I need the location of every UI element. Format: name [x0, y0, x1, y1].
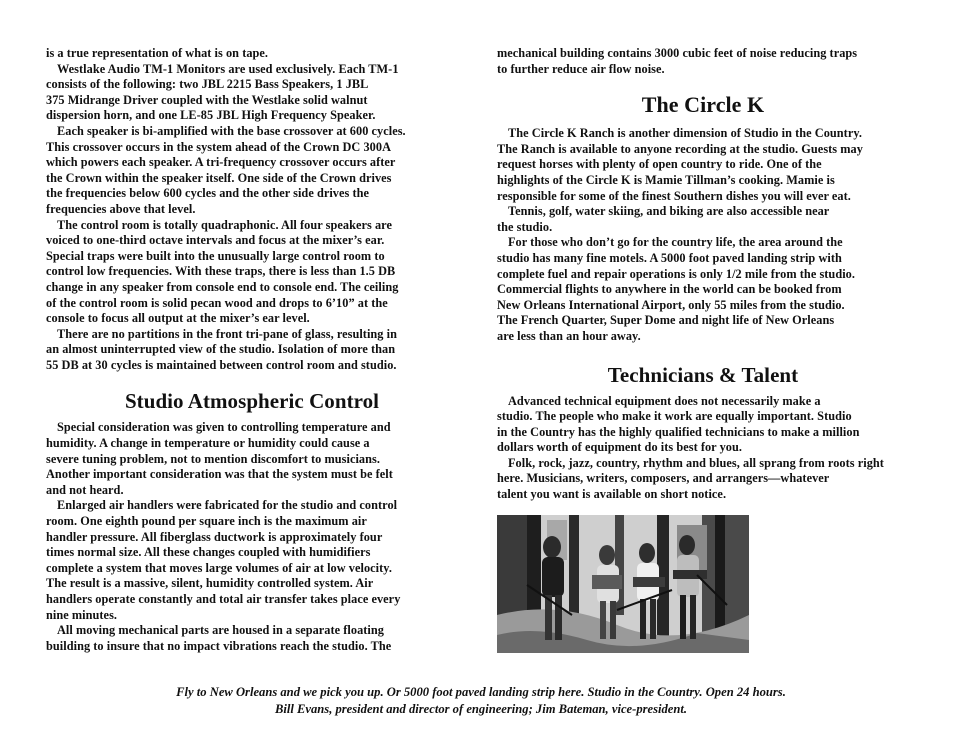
musicians-photo-illustration: [497, 515, 749, 653]
text-line: console to focus all output at the mixer’s ear level.: [46, 311, 310, 326]
text-line: times normal size. All these changes coupled with humidifiers: [46, 545, 371, 560]
footer-line-1: Fly to New Orleans and we pick you up. Or 5000 foot paved landing strip here. Studio in the Country. Open 24 hours.: [176, 685, 786, 699]
left-column: [46, 46, 458, 654]
text-line: control low frequencies. With these traps, there is less than 1.5 DB: [46, 264, 396, 279]
text-line: dispersion horn, and one LE-85 JBL High Frequency Speaker.: [46, 108, 376, 123]
text-line: For those who don’t go for the country life, the area around the: [508, 235, 843, 250]
text-line: handler pressure. All fiberglass ductwork is approximately four: [46, 529, 383, 544]
text-line: Folk, rock, jazz, country, rhythm and blues, all sprang from roots right: [508, 455, 884, 470]
text-line: complete a system that moves large volumes of air at low velocity.: [46, 560, 392, 575]
text-line: room. One eighth pound per square inch is the maximum air: [46, 514, 367, 529]
text-line: Advanced technical equipment does not necessarily make a: [508, 393, 821, 408]
text-line: request horses with plenty of open country to ride. One of the: [497, 157, 822, 172]
text-line: The French Quarter, Super Dome and night life of New Orleans: [497, 313, 835, 328]
text-line: severe tuning problem, not to mention discomfort to musicians.: [46, 451, 380, 466]
text-line: the frequencies below 600 cycles and the other side drives the: [46, 186, 370, 201]
text-line: studio. The people who make it work are equally important. Studio: [497, 409, 852, 424]
text-line: mechanical building contains 3000 cubic feet of noise reducing traps: [497, 46, 858, 60]
right-column: [497, 46, 937, 653]
text-line: in the Country has the highly qualified technicians to make a million: [497, 424, 860, 439]
text-line: Special consideration was given to controlling temperature and: [57, 420, 391, 435]
text-line: nine minutes.: [46, 607, 118, 622]
text-line: New Orleans International Airport, only 55 miles from the studio.: [497, 297, 845, 312]
text-line: the studio.: [497, 219, 553, 234]
text-line: dollars worth of equipment do its best for you.: [497, 440, 742, 455]
footer-line-2: Bill Evans, president and director of engineering; Jim Bateman, vice-president.: [274, 702, 688, 716]
text-line: and not heard.: [46, 482, 124, 497]
text-line: Special traps were built into the unusually large control room to: [46, 248, 385, 263]
text-line: here. Musicians, writers, composers, and arrangers—whatever: [497, 471, 830, 486]
text-line: studio has many fine motels. A 5000 foot paved landing strip with: [497, 250, 842, 265]
text-line: Each speaker is bi-amplified with the base crossover at 600 cycles.: [57, 123, 406, 138]
text-line: are less than an hour away.: [497, 328, 641, 343]
text-line: the Crown within the speaker itself. One side of the Crown drives: [46, 170, 392, 185]
text-line: an almost uninterrupted view of the studio. Isolation of more than: [46, 342, 396, 357]
text-line: All moving mechanical parts are housed in a separate floating: [57, 623, 384, 638]
text-line: The Circle K Ranch is another dimension of Studio in the Country.: [508, 126, 862, 141]
text-line: humidity. A change in temperature or humidity could cause a: [46, 436, 370, 451]
section-heading-studio-atmospheric-control: Studio Atmospheric Control: [124, 389, 380, 414]
text-line: Another important consideration was that the system must be felt: [46, 467, 393, 482]
section-heading-technicians-talent: Technicians & Talent: [607, 362, 799, 387]
text-line: frequencies above that level.: [46, 201, 196, 216]
text-line: Enlarged air handlers were fabricated for the studio and control: [57, 498, 398, 513]
text-line: is a true representation of what is on tape.: [46, 46, 269, 60]
text-line: Tennis, golf, water skiing, and biking are also accessible near: [508, 204, 830, 219]
text-line: This crossover occurs in the system ahead of the Crown DC 300A: [46, 139, 392, 154]
text-line: consists of the following: two JBL 2215 Bass Speakers, 1 JBL: [46, 77, 369, 92]
text-line: handlers operate constantly and total air transfer takes place every: [46, 592, 401, 606]
footer: [0, 684, 962, 718]
text-line: 375 Midrange Driver coupled with the Westlake solid walnut: [46, 92, 368, 107]
text-line: voiced to one-third octave intervals and focus at the mixer’s ear.: [46, 233, 385, 248]
text-line: to further reduce air flow noise.: [497, 61, 665, 76]
text-line: The control room is totally quadraphonic. All four speakers are: [57, 217, 392, 232]
text-line: 55 DB at 30 cycles is maintained between control room and studio.: [46, 357, 397, 372]
text-line: of the control room is solid pecan wood and drops to 6’10” at the: [46, 295, 388, 310]
text-line: building to insure that no impact vibrations reach the studio. The: [46, 638, 392, 653]
musicians-photo: [497, 515, 749, 653]
text-line: responsible for some of the finest Southern dishes you will ever eat.: [497, 188, 851, 203]
text-line: Commercial flights to anywhere in the world can be booked from: [497, 282, 842, 297]
text-line: complete fuel and repair operations is only 1/2 mile from the studio.: [497, 266, 855, 281]
text-line: which powers each speaker. A tri-frequency crossover occurs after: [46, 155, 396, 170]
text-line: The result is a massive, silent, humidity controlled system. Air: [46, 576, 374, 591]
text-line: The Ranch is available to anyone recording at the studio. Guests may: [497, 141, 863, 156]
text-line: highlights of the Circle K is Mamie Tillman’s cooking. Mamie is: [497, 172, 835, 187]
text-line: Westlake Audio TM-1 Monitors are used exclusively. Each TM-1: [57, 61, 399, 76]
text-line: change in any speaker from console end to console end. The ceiling: [46, 279, 399, 294]
text-line: There are no partitions in the front tri-pane of glass, resulting in: [57, 326, 397, 341]
section-heading-circle-k: The Circle K: [641, 92, 765, 118]
text-line: talent you want is available on short notice.: [497, 487, 727, 502]
